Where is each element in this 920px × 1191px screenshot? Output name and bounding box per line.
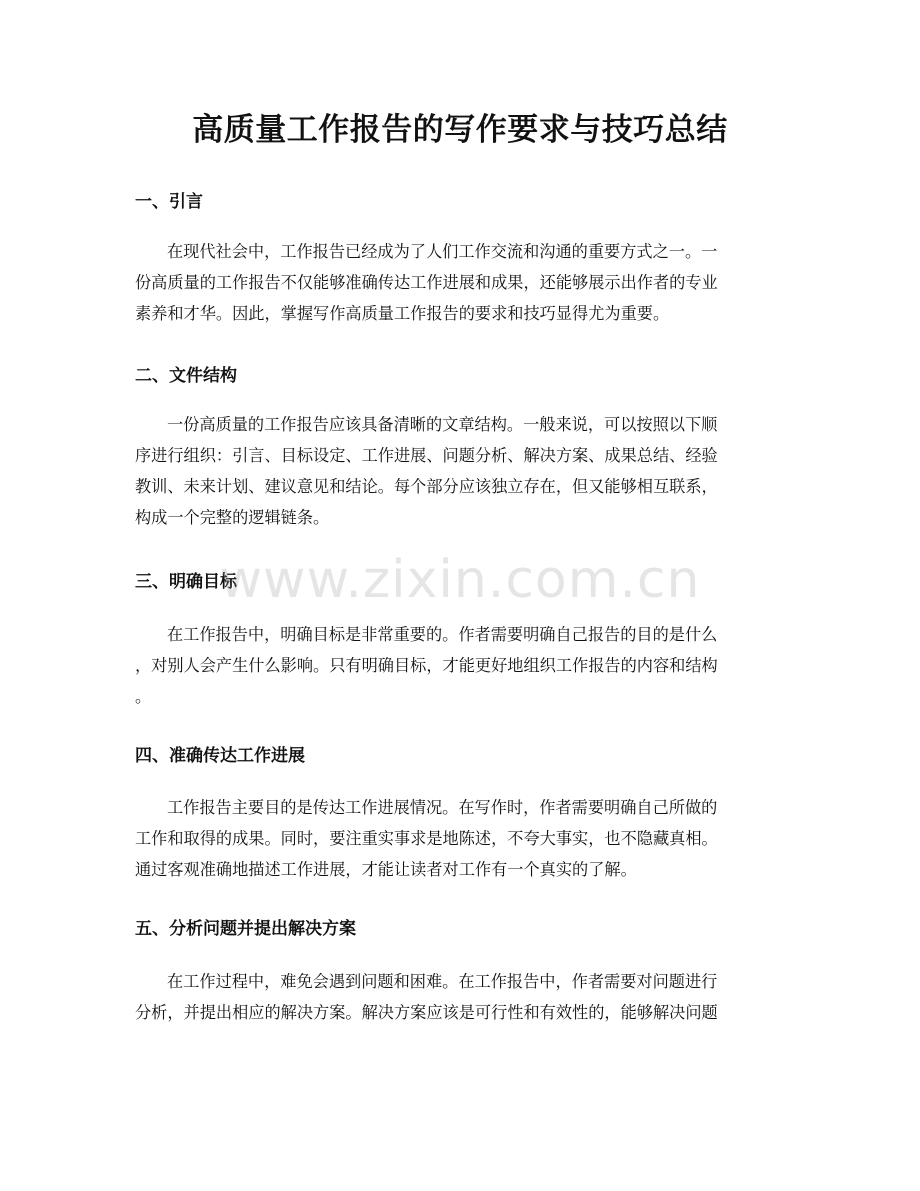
paragraph-line: 教训、未来计划、建议意见和结论。每个部分应该独立存在，但又能够相互联系， <box>135 477 718 496</box>
paragraph-line: 一份高质量的工作报告应该具备清晰的文章结构。一般来说，可以按照以下顺 <box>167 415 718 434</box>
paragraph-line: 在工作报告中，明确目标是非常重要的。作者需要明确自己报告的目的是什么 <box>167 625 718 644</box>
paragraph-line: 分析，并提出相应的解决方案。解决方案应该是可行性和有效性的，能够解决问题 <box>135 1003 718 1022</box>
section-paragraph-goals <box>135 619 785 712</box>
section-heading-goals: 三、明确目标 <box>135 572 237 592</box>
document-title: 高质量工作报告的写作要求与技巧总结 <box>192 112 728 148</box>
section-paragraph-progress <box>135 792 785 885</box>
section-paragraph-intro <box>135 236 785 329</box>
paragraph-line: 。 <box>135 687 152 706</box>
paragraph-line: ，对别人会产生什么影响。只有明确目标，才能更好地组织工作报告的内容和结构 <box>135 656 718 675</box>
section-paragraph-problems <box>135 966 785 1028</box>
section-heading-problems: 五、分析问题并提出解决方案 <box>135 919 356 939</box>
paragraph-line: 通过客观准确地描述工作进展，才能让读者对工作有一个真实的了解。 <box>135 860 637 879</box>
paragraph-line: 工作和取得的成果。同时，要注重实事求是地陈述，不夸大事实，也不隐藏真相。 <box>135 829 718 848</box>
paragraph-line: 序进行组织：引言、目标设定、工作进展、问题分析、解决方案、成果总结、经验 <box>135 446 718 465</box>
section-heading-intro: 一、引言 <box>135 192 203 212</box>
paragraph-line: 素养和才华。因此，掌握写作高质量工作报告的要求和技巧显得尤为重要。 <box>135 304 670 323</box>
section-heading-structure: 二、文件结构 <box>135 366 237 386</box>
section-paragraph-structure <box>135 409 785 533</box>
section-heading-progress: 四、准确传达工作进展 <box>135 746 305 766</box>
paragraph-line: 构成一个完整的逻辑链条。 <box>135 508 330 527</box>
paragraph-line: 在现代社会中，工作报告已经成为了人们工作交流和沟通的重要方式之一。一 <box>167 242 718 261</box>
paragraph-line: 工作报告主要目的是传达工作进展情况。在写作时，作者需要明确自己所做的 <box>167 798 718 817</box>
paragraph-line: 份高质量的工作报告不仅能够准确传达工作进展和成果，还能够展示出作者的专业 <box>135 273 718 292</box>
paragraph-line: 在工作过程中，难免会遇到问题和困难。在工作报告中，作者需要对问题进行 <box>167 972 718 991</box>
watermark-text: www.zixin.com.cn <box>219 550 701 610</box>
